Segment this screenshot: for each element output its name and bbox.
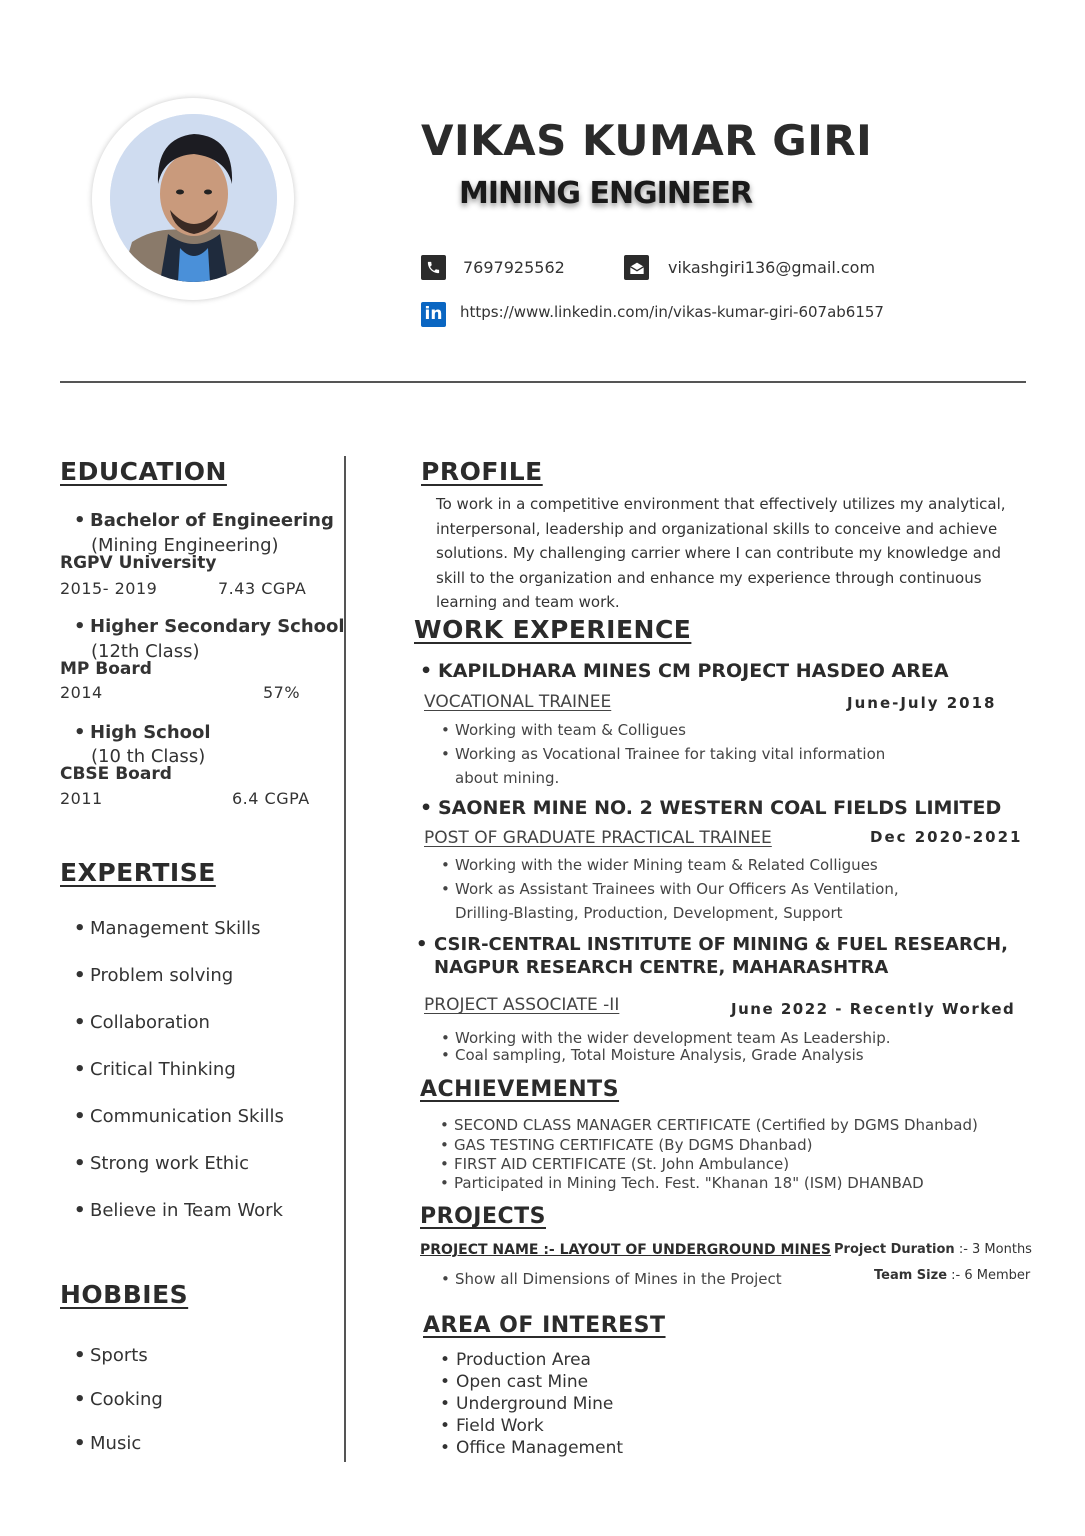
linkedin-icon: in <box>421 302 446 327</box>
project-team-label: Team Size <box>874 1268 948 1283</box>
expertise-heading: EXPERTISE <box>60 858 216 887</box>
interest-item: • Field Work <box>456 1416 544 1436</box>
achievement-item: • Participated in Mining Tech. Fest. "Khanan 18" (ISM) DHANBAD <box>454 1174 924 1192</box>
education-score-3: 6.4 CGPA <box>232 789 310 808</box>
achievement-item: • GAS TESTING CERTIFICATE (By DGMS Dhanbad) <box>454 1136 812 1154</box>
profile-summary: To work in a competitive environment that effectively utilizes my analytical, interpersonal, leadership and organizational skills to conceive and achieve solutions. My challenging carrier where I can contribute my knowledge and skill to the organization and enhance my experience through continuous learning and team work. <box>436 495 1006 611</box>
job-company-3-line2: NAGPUR RESEARCH CENTRE, MAHARASHTRA <box>434 957 889 978</box>
job-point-continued: about mining. <box>455 769 560 787</box>
hobbies-heading: HOBBIES <box>60 1280 189 1309</box>
column-divider <box>344 456 346 1462</box>
expertise-item: • Communication Skills <box>90 1106 284 1127</box>
header-divider <box>60 381 1026 383</box>
job-role-3: PROJECT ASSOCIATE -II <box>424 995 620 1015</box>
interest-item: • Production Area <box>456 1350 591 1370</box>
interest-item: • Open cast Mine <box>456 1372 588 1392</box>
education-year-3: 2011 <box>60 789 103 808</box>
phone-icon <box>421 255 446 280</box>
expertise-item: • Believe in Team Work <box>90 1200 283 1221</box>
job-date-3: June 2022 - Recently Worked <box>731 1000 1016 1018</box>
job-company-3: • CSIR-CENTRAL INSTITUTE OF MINING & FUEL RESEARCH, <box>434 934 1008 955</box>
job-point: • Working with the wider development team As Leadership. <box>455 1029 891 1047</box>
profile-heading: PROFILE <box>421 457 543 486</box>
hobby-item: • Cooking <box>90 1389 163 1410</box>
education-score-1: 7.43 CGPA <box>218 579 307 598</box>
education-score-2: 57% <box>263 683 301 702</box>
job-company-1: • KAPILDHARA MINES CM PROJECT HASDEO AREA <box>438 660 949 682</box>
profile-photo <box>110 114 277 282</box>
projects-heading: PROJECTS <box>420 1204 546 1229</box>
job-point: • Coal sampling, Total Moisture Analysis, Grade Analysis <box>455 1046 864 1064</box>
project-team-size <box>874 1268 1030 1283</box>
work-experience-heading: WORK EXPERIENCE <box>414 615 692 644</box>
hobby-item: • Sports <box>90 1345 148 1366</box>
education-institution-1: RGPV University <box>60 553 217 573</box>
expertise-item: • Strong work Ethic <box>90 1153 249 1174</box>
email-address[interactable]: vikashgiri136@gmail.com <box>668 258 876 277</box>
education-institution-3: CBSE Board <box>60 764 172 784</box>
job-point: • Working with the wider Mining team & Related Colligues <box>455 856 878 874</box>
job-role-1: VOCATIONAL TRAINEE <box>424 692 612 712</box>
job-date-2: Dec 2020-2021 <box>870 828 1023 846</box>
job-role-2: POST OF GRADUATE PRACTICAL TRAINEE <box>424 828 772 848</box>
education-heading: EDUCATION <box>60 457 227 486</box>
education-year-2: 2014 <box>60 683 103 702</box>
expertise-item: • Collaboration <box>90 1012 210 1033</box>
education-detail-3: (10 th Class) <box>91 746 206 767</box>
project-duration-value: :- 3 Months <box>958 1242 1032 1257</box>
project-name: PROJECT NAME :- LAYOUT OF UNDERGROUND MINES <box>420 1242 832 1258</box>
phone-number[interactable]: 7697925562 <box>463 258 565 277</box>
candidate-name: VIKAS KUMAR GIRI <box>421 116 873 165</box>
linkedin-url[interactable]: https://www.linkedin.com/in/vikas-kumar-giri-607ab6157 <box>460 303 884 321</box>
hobby-item: • Music <box>90 1433 141 1454</box>
education-detail-1: (Mining Engineering) <box>91 535 279 556</box>
interest-item: • Office Management <box>456 1438 623 1458</box>
job-point: • Work as Assistant Trainees with Our Officers As Ventilation, <box>455 880 899 898</box>
project-point: • Show all Dimensions of Mines in the Project <box>455 1270 782 1288</box>
email-icon <box>624 255 649 280</box>
achievements-heading: ACHIEVEMENTS <box>420 1077 620 1102</box>
job-company-2: • SAONER MINE NO. 2 WESTERN COAL FIELDS LIMITED <box>438 797 1001 819</box>
interest-item: • Underground Mine <box>456 1394 613 1414</box>
job-date-1: June-July 2018 <box>847 694 997 712</box>
expertise-item: • Critical Thinking <box>90 1059 236 1080</box>
area-of-interest-heading: AREA OF INTEREST <box>423 1313 666 1338</box>
project-team-value: :- 6 Member <box>951 1268 1031 1283</box>
expertise-item: • Problem solving <box>90 965 233 986</box>
education-year-1: 2015- 2019 <box>60 579 158 598</box>
education-degree-1: • Bachelor of Engineering <box>90 510 334 531</box>
education-degree-3: • High School <box>90 722 211 743</box>
achievement-item: • SECOND CLASS MANAGER CERTIFICATE (Certified by DGMS Dhanbad) <box>454 1116 978 1134</box>
job-point-continued: Drilling-Blasting, Production, Development, Support <box>455 904 843 922</box>
education-degree-2: • Higher Secondary School <box>90 616 345 637</box>
education-institution-2: MP Board <box>60 659 152 679</box>
job-title: MINING ENGINEER <box>459 176 753 211</box>
expertise-item: • Management Skills <box>90 918 261 939</box>
project-duration-label: Project Duration <box>834 1242 955 1257</box>
achievement-item: • FIRST AID CERTIFICATE (St. John Ambulance) <box>454 1155 789 1173</box>
job-point: • Working as Vocational Trainee for taking vital information <box>455 745 885 763</box>
project-duration <box>834 1242 1032 1257</box>
job-point: • Working with team & Colligues <box>455 721 686 739</box>
education-detail-2: (12th Class) <box>91 641 200 662</box>
